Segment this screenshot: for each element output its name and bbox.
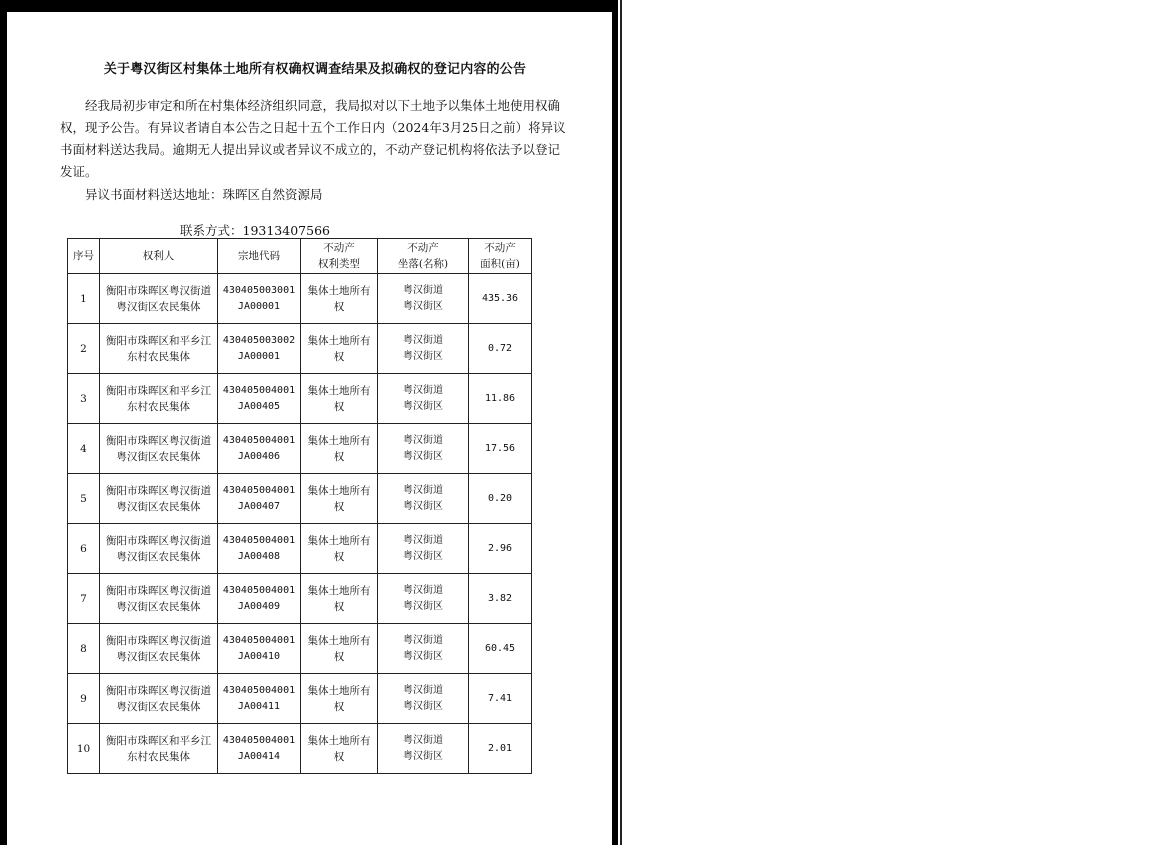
- table-row: [68, 274, 532, 324]
- cell-type: 集体土地所有权: [301, 474, 378, 524]
- cell-location: 粤汉街道 粤汉街区: [378, 574, 469, 624]
- cell-code: 430405004001JA00410: [218, 624, 301, 674]
- cell-holder: 衡阳市珠晖区粤汉街道粤汉街区农民集体: [100, 574, 218, 624]
- cell-code: 430405004001JA00408: [218, 524, 301, 574]
- cell-type: 集体土地所有权: [301, 574, 378, 624]
- header-area: 不动产 面积(亩): [469, 239, 532, 274]
- header-type: 不动产 权利类型: [301, 239, 378, 274]
- cell-type: 集体土地所有权: [301, 324, 378, 374]
- cell-code: 430405004001JA00411: [218, 674, 301, 724]
- header-holder: 权利人: [100, 239, 218, 274]
- cell-type: 集体土地所有权: [301, 424, 378, 474]
- cell-area: 11.86: [469, 374, 532, 424]
- scan-edge-right-line: [620, 0, 622, 845]
- cell-type: 集体土地所有权: [301, 674, 378, 724]
- cell-seq: 2: [68, 324, 100, 374]
- table-row: [68, 324, 532, 374]
- cell-location: 粤汉街道 粤汉街区: [378, 324, 469, 374]
- header-code: 宗地代码: [218, 239, 301, 274]
- cell-type: 集体土地所有权: [301, 624, 378, 674]
- table-row: [68, 724, 532, 774]
- scan-edge-top: [0, 0, 615, 12]
- cell-location: 粤汉街道 粤汉街区: [378, 274, 469, 324]
- cell-seq: 4: [68, 424, 100, 474]
- cell-holder: 衡阳市珠晖区粤汉街道粤汉街区农民集体: [100, 474, 218, 524]
- cell-location: 粤汉街道 粤汉街区: [378, 474, 469, 524]
- cell-seq: 3: [68, 374, 100, 424]
- cell-location: 粤汉街道 粤汉街区: [378, 724, 469, 774]
- cell-code: 430405003002JA00001: [218, 324, 301, 374]
- cell-type: 集体土地所有权: [301, 274, 378, 324]
- notice-address: 异议书面材料送达地址：珠晖区自然资源局: [85, 187, 323, 202]
- cell-seq: 9: [68, 674, 100, 724]
- header-location: 不动产 坐落(名称): [378, 239, 469, 274]
- cell-location: 粤汉街道 粤汉街区: [378, 674, 469, 724]
- cell-code: 430405004001JA00414: [218, 724, 301, 774]
- cell-seq: 6: [68, 524, 100, 574]
- cell-area: 0.72: [469, 324, 532, 374]
- table-row: [68, 424, 532, 474]
- cell-code: 430405004001JA00409: [218, 574, 301, 624]
- cell-type: 集体土地所有权: [301, 374, 378, 424]
- cell-area: 7.41: [469, 674, 532, 724]
- cell-code: 430405004001JA00405: [218, 374, 301, 424]
- table-row: [68, 674, 532, 724]
- table-row: [68, 624, 532, 674]
- cell-holder: 衡阳市珠晖区和平乡江东村农民集体: [100, 374, 218, 424]
- cell-holder: 衡阳市珠晖区和平乡江东村农民集体: [100, 724, 218, 774]
- cell-area: 2.96: [469, 524, 532, 574]
- cell-location: 粤汉街道 粤汉街区: [378, 624, 469, 674]
- scan-edge-right: [612, 0, 618, 845]
- registration-table: [67, 238, 532, 774]
- cell-seq: 7: [68, 574, 100, 624]
- cell-area: 2.01: [469, 724, 532, 774]
- cell-seq: 8: [68, 624, 100, 674]
- cell-holder: 衡阳市珠晖区粤汉街道粤汉街区农民集体: [100, 274, 218, 324]
- table-row: [68, 374, 532, 424]
- cell-location: 粤汉街道 粤汉街区: [378, 524, 469, 574]
- notice-paragraph: 经我局初步审定和所在村集体经济组织同意，我局拟对以下土地予以集体土地使用权确权，现予公告。有异议者请自本公告之日起十五个工作日内（2024年3月25日之前）将异议书面材料送达我局。逾期无人提出异议或者异议不成立的，不动产登记机构将依法予以登记发证。: [60, 98, 566, 179]
- cell-location: 粤汉街道 粤汉街区: [378, 424, 469, 474]
- cell-holder: 衡阳市珠晖区和平乡江东村农民集体: [100, 324, 218, 374]
- cell-seq: 10: [68, 724, 100, 774]
- header-seq: 序号: [68, 239, 100, 274]
- cell-seq: 5: [68, 474, 100, 524]
- cell-area: 0.20: [469, 474, 532, 524]
- scan-edge-left: [0, 0, 7, 845]
- table-row: [68, 574, 532, 624]
- cell-code: 430405004001JA00407: [218, 474, 301, 524]
- cell-type: 集体土地所有权: [301, 524, 378, 574]
- table-row: [68, 474, 532, 524]
- cell-area: 60.45: [469, 624, 532, 674]
- table-row: [68, 524, 532, 574]
- cell-seq: 1: [68, 274, 100, 324]
- table-header-row: [68, 239, 532, 274]
- cell-type: 集体土地所有权: [301, 724, 378, 774]
- cell-code: 430405004001JA00406: [218, 424, 301, 474]
- cell-holder: 衡阳市珠晖区粤汉街道粤汉街区农民集体: [100, 524, 218, 574]
- cell-area: 17.56: [469, 424, 532, 474]
- cell-area: 435.36: [469, 274, 532, 324]
- cell-holder: 衡阳市珠晖区粤汉街道粤汉街区农民集体: [100, 424, 218, 474]
- table-body: [68, 274, 532, 774]
- cell-holder: 衡阳市珠晖区粤汉街道粤汉街区农民集体: [100, 674, 218, 724]
- cell-holder: 衡阳市珠晖区粤汉街道粤汉街区农民集体: [100, 624, 218, 674]
- notice-contact: 联系方式：19313407566: [180, 223, 330, 238]
- cell-code: 430405003001JA00001: [218, 274, 301, 324]
- cell-location: 粤汉街道 粤汉街区: [378, 374, 469, 424]
- cell-area: 3.82: [469, 574, 532, 624]
- notice-title: 关于粤汉街区村集体土地所有权确权调查结果及拟确权的登记内容的公告: [103, 62, 527, 77]
